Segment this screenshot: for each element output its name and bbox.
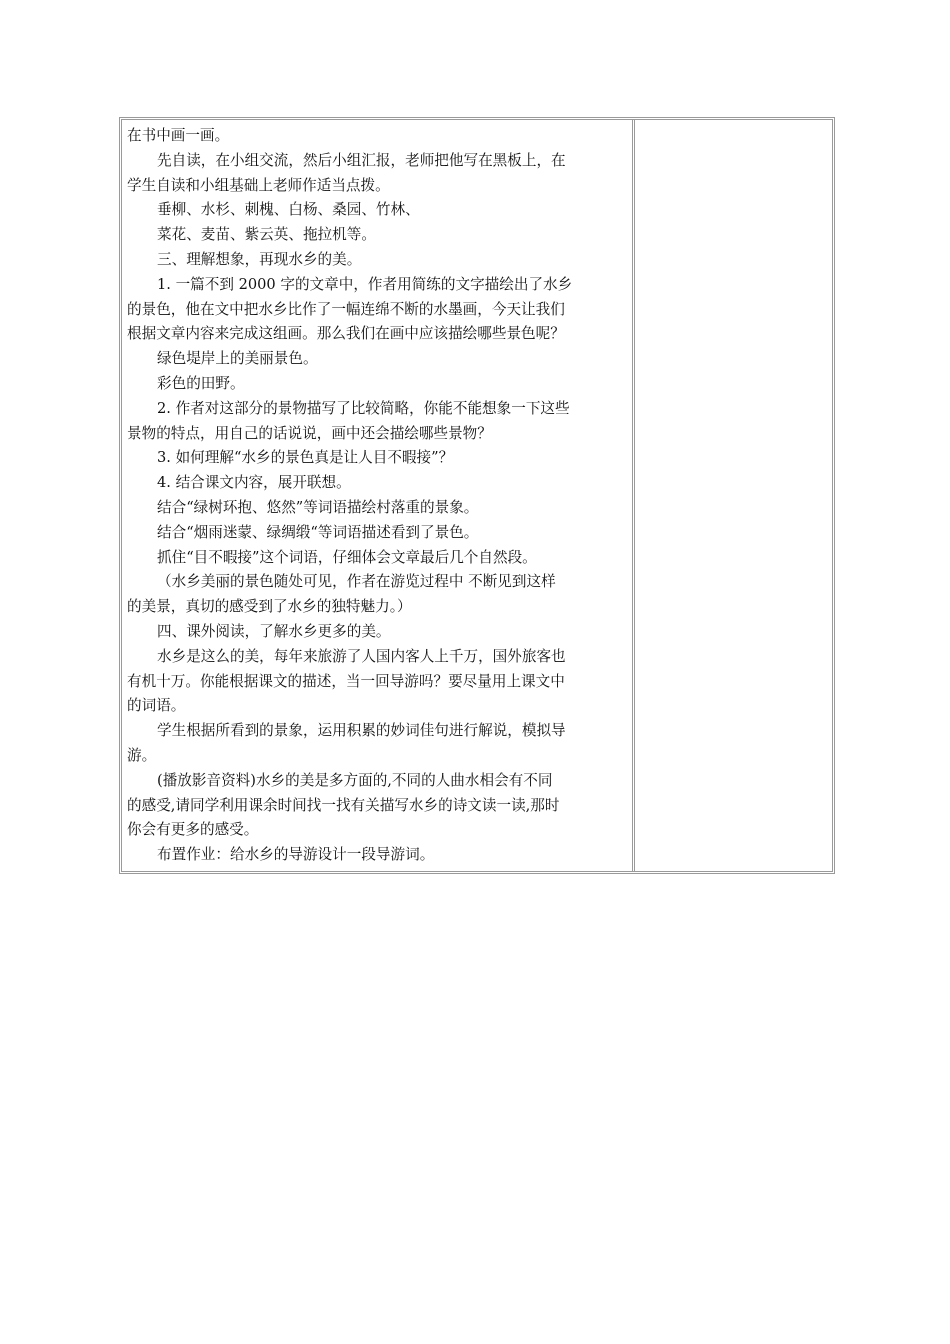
text-line: 先自读，在小组交流，然后小组汇报，老师把他写在黑板上，在	[157, 151, 566, 169]
text-line: 彩色的田野。	[157, 374, 245, 392]
notes-cell	[635, 120, 832, 871]
text-line: 四、课外阅读，了解水乡更多的美。	[157, 622, 391, 640]
text-line: 布置作业：给水乡的导游设计一段导游词。	[157, 846, 435, 864]
text-line: 的感受,请同学利用课余时间找一找有关描写水乡的诗文读一读,那时	[127, 796, 560, 814]
text-line: 1. 一篇不到 2000 字的文章中，作者用简练的文字描绘出了水乡	[157, 275, 573, 293]
text-line: 学生自读和小组基础上老师作适当点拨。	[127, 176, 390, 194]
text-line: 的词语。	[127, 697, 186, 715]
lesson-plan-table	[119, 117, 835, 874]
text-line: 结合“烟雨迷蒙、绿绸缎“等词语描述看到了景色。	[157, 523, 479, 541]
text-line: 水乡是这么的美，每年来旅游了人国内客人上千万，国外旅客也	[157, 647, 566, 665]
text-line: 有机十万。你能根据课文的描述，当一回导游吗？要尽量用上课文中	[127, 672, 565, 690]
lesson-content-cell	[122, 120, 635, 871]
text-line: 抓住“目不暇接”这个词语，仔细体会文章最后几个自然段。	[157, 548, 537, 566]
text-line: （水乡美丽的景色随处可见，作者在游览过程中 不断见到这样	[157, 573, 556, 591]
text-line: (播放影音资料)水乡的美是多方面的,不同的人曲水相会有不同	[157, 771, 553, 789]
text-line: 学生根据所看到的景象，运用积累的妙词佳句进行解说，模拟导	[157, 722, 566, 740]
text-line: 结合“绿树环抱、悠然”等词语描绘村落重的景象。	[157, 498, 479, 516]
text-line: 三、理解想象，再现水乡的美。	[157, 250, 362, 268]
text-line: 游。	[127, 746, 157, 764]
text-line: 的景色，他在文中把水乡比作了一幅连绵不断的水墨画，今天让我们	[127, 300, 565, 318]
text-line: 垂柳、水杉、刺槐、白杨、桑园、竹林、	[157, 201, 420, 219]
text-line: 根据文章内容来完成这组画。那么我们在画中应该描绘哪些景色呢？	[127, 325, 565, 343]
text-line: 4. 结合课文内容，展开联想。	[157, 474, 351, 492]
text-line: 菜花、麦苗、紫云英、拖拉机等。	[157, 226, 376, 244]
text-line: 你会有更多的感受。	[127, 821, 259, 839]
text-line: 绿色堤岸上的美丽景色。	[157, 350, 318, 368]
text-line: 3. 如何理解“水乡的景色真是让人目不暇接”？	[157, 449, 454, 467]
text-line: 的美景，真切的感受到了水乡的独特魅力。）	[127, 598, 412, 616]
text-line: 2. 作者对这部分的景物描写了比较简略，你能不能想象一下这些	[157, 399, 570, 417]
text-line: 景物的特点，用自己的话说说，画中还会描绘哪些景物？	[127, 424, 492, 442]
text-line: 在书中画一画。	[127, 127, 230, 144]
